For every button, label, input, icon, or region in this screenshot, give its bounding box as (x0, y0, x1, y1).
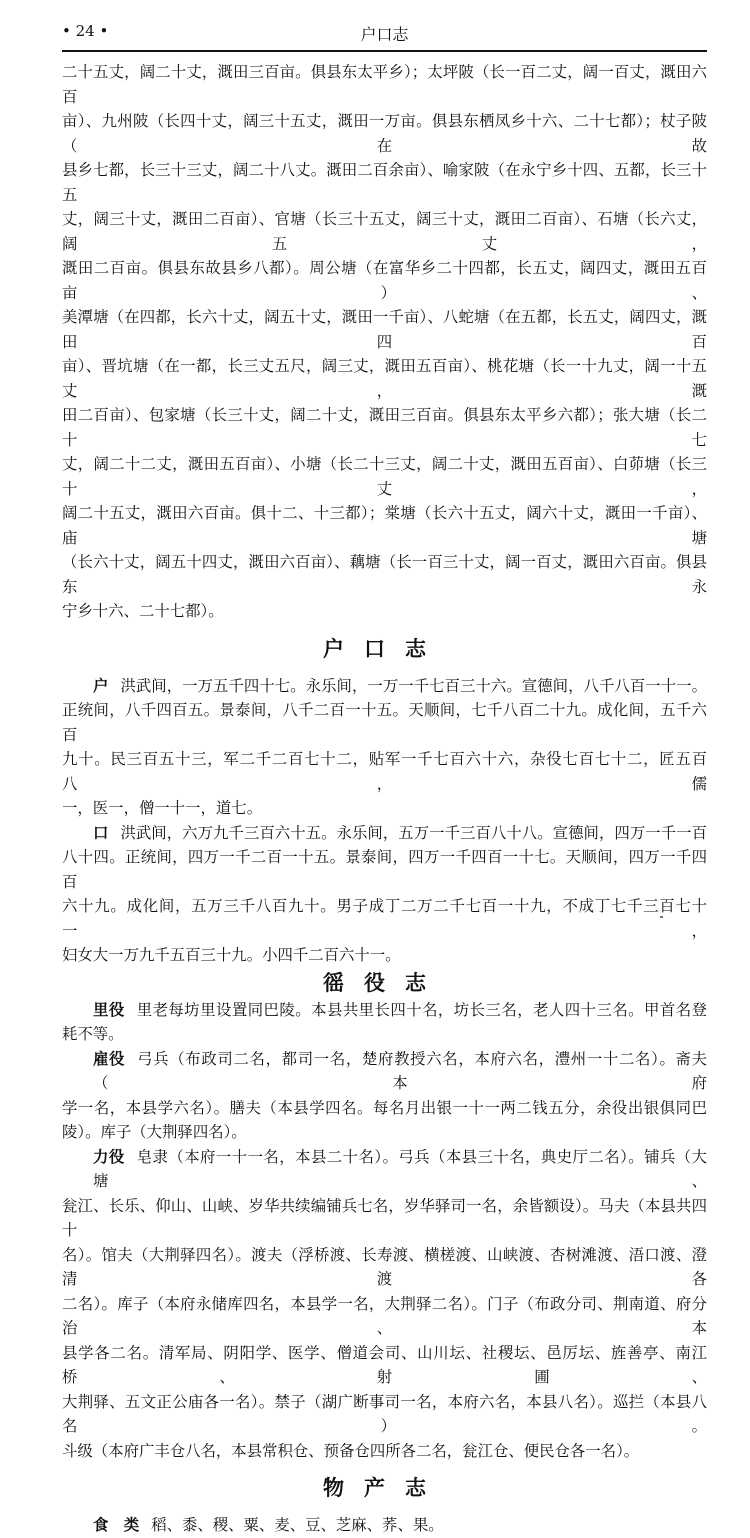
text-line (62, 1047, 707, 1096)
line-text: 美潭塘（在四都，长六十丈，阔五十丈，溉田一千亩）、八蛇塘（在五都，长五丈，阔四丈，溉田四百 (62, 308, 707, 351)
line-text: 妇女大一万九千五百三十九。小四千二百六十一。 (62, 946, 401, 964)
line-text: 丈，阔二十二丈，溉田五百亩）、小塘（长二十三丈，阔二十丈，溉田五百亩）、白茆塘（长三十丈， (62, 455, 707, 498)
line-text: 县乡七都，长三十三丈，阔二十八丈。溉田二百余亩）、喻家陂（在永宁乡十四、五都，长三十五 (62, 161, 707, 204)
paragraph-label: 雇役 (93, 1049, 126, 1068)
line-text: 陵）。库子（大荆驿四名）。 (62, 1123, 247, 1141)
text-line (62, 845, 707, 894)
line-text: 正统间，八千四百五。景泰间，八千二百一十五。天顺间，七千八百二十九。成化间，五千六百 (62, 701, 707, 744)
line-text: 六十九。成化间，五万三千八百九十。男子成丁二万二千七百一十九，不成丁七千三百七十一， (62, 897, 707, 940)
line-text: 名）。馆夫（大荆驿四名）。渡夫（浮桥渡、长寿渡、横槎渡、山峡渡、杏树滩渡、浯口渡、澄清渡各 (62, 1245, 707, 1288)
scan-speck (660, 916, 663, 918)
food-text: 稻、黍、稷、粟、麦、豆、芝麻、荞、果。 (151, 1516, 444, 1534)
line-text: 耗不等。 (62, 1025, 124, 1043)
text-line (62, 1390, 707, 1439)
liyi-paragraph (62, 998, 707, 1047)
running-title: 户口志 (360, 25, 409, 44)
text-line (62, 158, 707, 207)
text-line (62, 1439, 707, 1464)
text-line (62, 256, 707, 305)
liyi2-paragraph (62, 1145, 707, 1464)
text-line (62, 1513, 707, 1538)
line-text: 宁乡十六、二十七都）。 (62, 602, 224, 620)
line-text: 斗级（本府广丰仓八名，本县常积仓、预备仓四所各二名，瓮江仓、便民仓各一名）。 (62, 1441, 640, 1460)
text-line (62, 1120, 707, 1145)
line-text: 八十四。正统间，四万一千二百一十五。景泰间，四万一千四百一十七。天顺间，四万一千四百 (62, 848, 707, 891)
hu-paragraph (62, 674, 707, 821)
line-text: 里老每坊里设置同巴陵。本县共里长四十名，坊长三名，老人四十三名。甲首名登 (136, 1000, 707, 1019)
text-line (62, 501, 707, 550)
line-text: 大荆驿、五文正公庙各一名）。禁子（湖广断事司一名，本府六名，本县八名）。巡拦（本县八名）。 (62, 1392, 707, 1435)
page-header (62, 22, 707, 48)
line-text: 学一名，本县学六名）。膳夫（本县学四名。每名月出银一十一两二钱五分，余役出银俱同巴 (62, 1098, 707, 1117)
header-rule (62, 50, 707, 52)
text-line (62, 207, 707, 256)
line-text: 洪武间，六万九千三百六十五。永乐间，五万一千三百八十八。宣德间，四万一千一百 (120, 823, 707, 842)
food-label: 食 类 (93, 1516, 140, 1534)
paragraph-label: 户 (93, 676, 109, 695)
paragraph-label: 力役 (93, 1147, 125, 1166)
line-text: 溉田二百亩。俱县东故县乡八都）。周公塘（在富华乡二十四都，长五丈，阔四丈，溉田五百亩）、 (62, 259, 707, 302)
page-number: • 24 • (62, 22, 109, 40)
text-line (62, 1096, 707, 1121)
text-line (62, 747, 707, 796)
text-line (62, 109, 707, 158)
text-line (62, 894, 707, 943)
line-text: （长六十丈，阔五十四丈，溉田六百亩）、藕塘（长一百三十丈，阔一百丈，溉田六百亩。俱县东永 (62, 553, 707, 596)
page-body (62, 60, 707, 1538)
guyi-paragraph (62, 1047, 707, 1145)
text-line (62, 821, 707, 846)
text-line (62, 796, 707, 821)
text-line (62, 550, 707, 599)
section-title-yaoyi: 徭役志 (323, 969, 446, 995)
text-line (62, 1341, 707, 1390)
text-line (62, 943, 707, 968)
text-line (62, 354, 707, 403)
text-line (62, 1145, 707, 1194)
text-line (62, 1243, 707, 1292)
line-text: 九十。民三百五十三，军二千二百七十二，贴军一千七百六十六，杂役七百七十二，匠五百八，儒 (62, 750, 707, 793)
line-text: 二十五丈，阔二十丈，溉田三百亩。俱县东太平乡）；太坪陂（长一百二丈，阔一百丈，溉田六百 (62, 63, 707, 106)
line-text: 田二百亩）、包家塘（长三十丈，阔二十丈，溉田三百亩。俱县东太平乡六都）；张大塘（长二十七 (62, 406, 707, 449)
text-line (62, 674, 707, 699)
text-line (62, 1194, 707, 1243)
line-text: 亩）、晋坑塘（在一都，长三丈五尺，阔三丈，溉田五百亩）、桃花塘（长一十九丈，阔一十五丈，溉 (62, 357, 707, 400)
text-line (62, 1022, 707, 1047)
paragraph-label: 口 (93, 823, 109, 842)
line-text: 县学各二名。清军局、阴阳学、医学、僧道会司、山川坛、社稷坛、邑厉坛、旌善亭、南江桥、射圃、 (62, 1343, 707, 1386)
text-line (62, 1292, 707, 1341)
line-text: 弓兵（布政司二名，都司一名，楚府教授六名，本府六名，澧州一十二名）。斋夫（本府 (93, 1049, 707, 1092)
text-line (62, 403, 707, 452)
line-text: 二名）。库子（本府永储库四名，本县学一名，大荆驿二名）。门子（布政分司、荆南道、府分治、本 (62, 1294, 707, 1337)
line-text: 亩）、九州陂（长四十丈，阔三十五丈，溉田一万亩。俱县东栖凤乡十六、二十七都）；杖子陂（在故 (62, 112, 707, 155)
intro-paragraph (62, 60, 707, 624)
kou-paragraph (62, 821, 707, 968)
paragraph-label: 里役 (93, 1000, 125, 1019)
text-line (62, 998, 707, 1023)
food-paragraph (62, 1513, 707, 1538)
line-text: 瓮江、长乐、仰山、山峡、岁华共续编铺兵七名，岁华驿司一名，余皆额设）。马夫（本县共四十 (62, 1196, 707, 1239)
line-text: 一，医一，僧一十一，道七。 (62, 799, 263, 817)
line-text: 皂隶（本府一十一名，本县二十名）。弓兵（本县三十名，典史厅二名）。铺兵（大塘、 (93, 1147, 707, 1190)
text-line (62, 60, 707, 109)
line-text: 阔二十五丈，溉田六百亩。俱十二、十三都）；棠塘（长六十五丈，阔六十丈，溉田一千亩）、庙塘 (62, 504, 707, 547)
section-title-hukou: 户口志 (323, 635, 446, 661)
line-text: 洪武间，一万五千四十七。永乐间，一万一千七百三十六。宣德间，八千八百一十一。 (120, 676, 707, 695)
text-line (62, 452, 707, 501)
line-text: 丈，阔三十丈，溉田二百亩）、官塘（长三十五丈，阔三十丈，溉田二百亩）、石塘（长六丈，阔五丈， (62, 210, 707, 253)
section-title-wuchan: 物产志 (323, 1475, 446, 1500)
text-line (62, 305, 707, 354)
text-line (62, 698, 707, 747)
text-line (62, 599, 707, 624)
